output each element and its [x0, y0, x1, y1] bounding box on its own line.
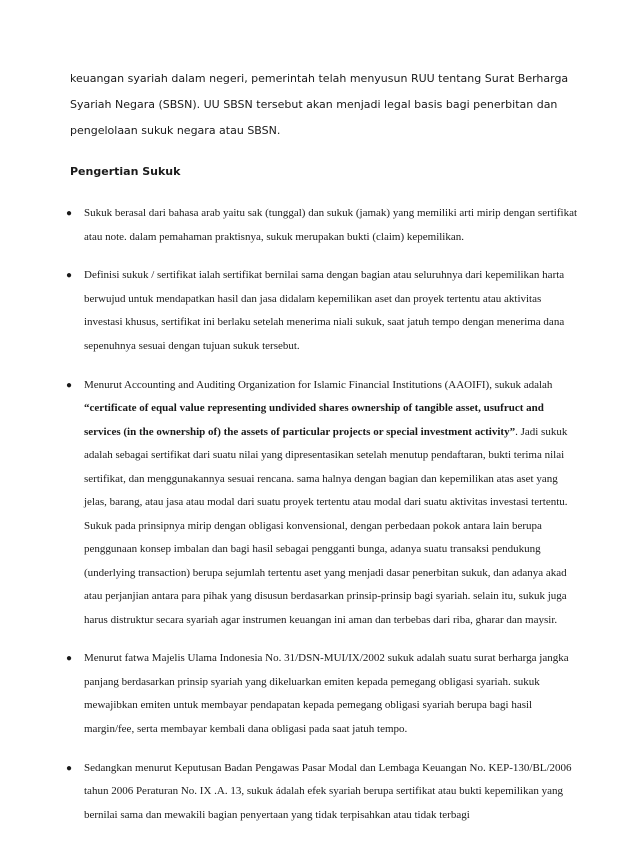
definition-list	[0, 202, 638, 842]
bullet-icon: ●	[65, 379, 73, 391]
aaoifi-definition-quote: “certificate of equal value representing undivided shares ownership of tangible asset, usufruct and services (in the ownership of) the assets of particular projects or special investment activity”	[84, 402, 544, 438]
list-item	[0, 647, 638, 741]
list-item	[0, 202, 638, 249]
list-item	[0, 374, 638, 633]
bullet-icon: ●	[65, 762, 73, 774]
list-item-text: Menurut fatwa Majelis Ulama Indonesia No. 31/DSN-MUI/IX/2002 sukuk adalah suatu surat berharga jangka panjang berdasarkan prinsip syariah yang dikeluarkan emiten kepada pemegang obligasi syariah. sukuk mewajibkan emiten untuk membayar pendapatan kepada pemegang obligasi syariah berupa bagi hasil margin/fee, serta membayar kembali dana obligasi pada saat jatuh tempo.	[84, 652, 569, 735]
list-item-text: Definisi sukuk / sertifikat ialah sertifikat bernilai sama dengan bagian atau seluruhnya dari kepemilikan harta berwujud untuk mendapatkan hasil dan jasa didalam kepemilikan aset dan proyek tertentu atau aktivitas investasi khusus, sertifikat ini berlaku setelah menerima niali sukuk, saat jatuh tempo dengan menerima dana sepenuhnya sesuai dengan tujuan sukuk tersebut.	[84, 269, 565, 352]
list-item-text-pre: Menurut Accounting and Auditing Organization for Islamic Financial Institutions (AAOIFI), sukuk adalah	[84, 378, 553, 391]
bullet-icon: ●	[65, 208, 73, 219]
bullet-icon: ●	[65, 653, 73, 665]
list-item	[0, 264, 638, 358]
intro-paragraph: keuangan syariah dalam negeri, pemerintah telah menyusun RUU tentang Surat Berharga Syariah Negara (SBSN). UU SBSN tersebut akan menjadi legal basis bagi penerbitan dan pengelolaan sukuk negara atau SBSN.	[70, 72, 569, 137]
list-item-text-post: . Jadi sukuk adalah sebagai sertifikat dari suatu nilai yang dipresentasikan setelah menutup pendaftaran, bukti terima nilai sertifikat, dan menggunakannya sesuai rencana. sama halnya dengan bagian dan kepemilikan atas aset yang jelas, barang, atau jasa atau modal dari suatu proyek tertentu atau modal dari suatu aktivitas investasi tertentu. Sukuk pada prinsipnya mirip dengan obligasi konvensional, dengan perbedaan pokok antara lain berupa penggunaan konsep imbalan dan bagi hasil sebagai pengganti bunga, adanya suatu transaksi pendukung (underlying transaction) berupa sejumlah tertentu aset yang menjadi dasar penerbitan sukuk, dan adanya akad atau perjanjian antara para pihak yang disusun berdasarkan prinsip-prinsip bagi syariah. selain itu, sukuk juga harus distruktur secara syariah agar instrumen keuangan ini aman dan terbebas dari riba, gharar dan maysir.	[84, 425, 568, 626]
bullet-icon: ●	[65, 270, 73, 282]
list-item-text: Sukuk berasal dari bahasa arab yaitu sak (tunggal) dan sukuk (jamak) yang memiliki arti mirip dengan sertifikat atau note. dalam pemahaman praktisnya, sukuk merupakan bukti (claim) kepemilikan.	[84, 207, 578, 243]
list-item-text: Sedangkan menurut Keputusan Badan Pengawas Pasar Modal dan Lembaga Keuangan No. KEP-130/BL/2006 tahun 2006 Peraturan No. IX .A. 13, sukuk ádalah efek syariah berupa sertifikat atau bukti kepemilikan yang bernilai sama dan mewakili bagian penyertaan yang tidak terpisahkan atau tidak terbagi	[84, 761, 572, 821]
section-heading: Pengertian Sukuk	[70, 165, 181, 178]
list-item	[0, 757, 638, 828]
